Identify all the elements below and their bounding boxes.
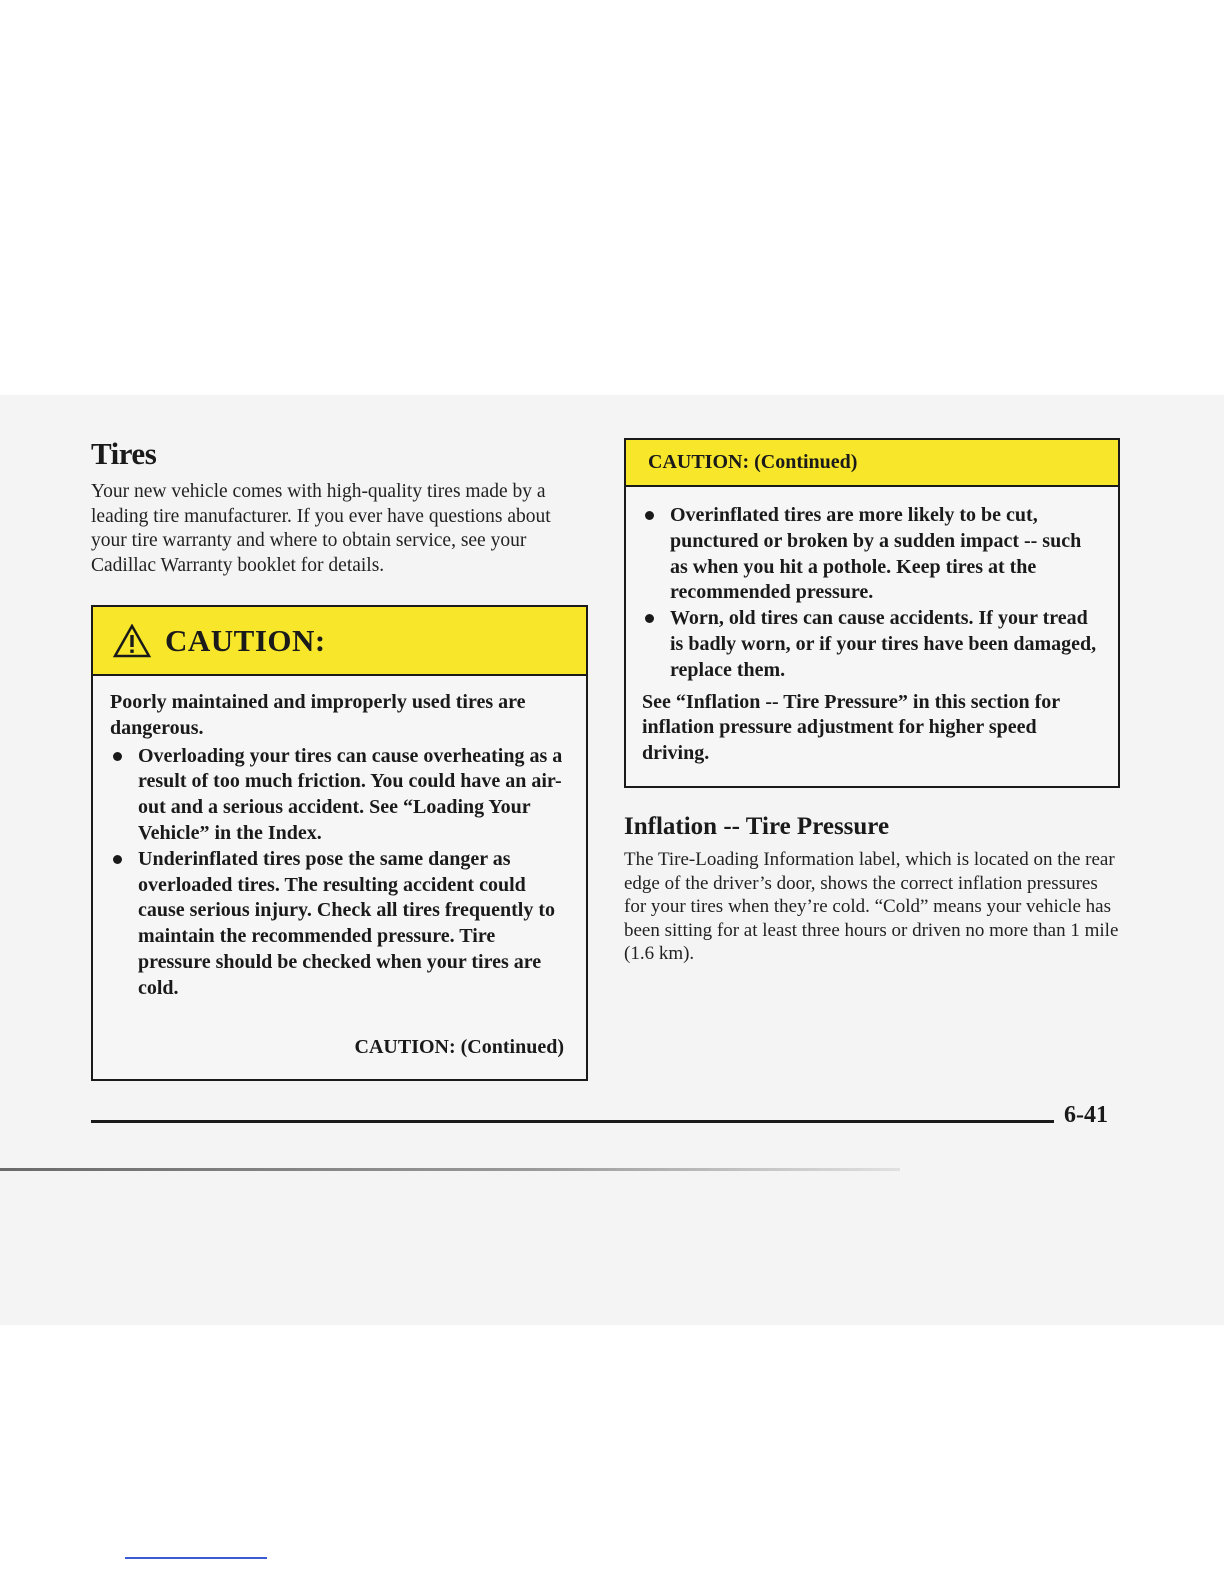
list-item xyxy=(110,744,570,847)
inflation-body: The Tire-Loading Information label, which is located on the rear edge of the driver’s door, shows the correct inflation pressures for your tires when they’re cold. “Cold” means your vehicle has been sitting for at least three hours or driven no more than 1 mile (1.6 km). xyxy=(624,849,1119,964)
caution-body xyxy=(93,676,586,1002)
caution-continued-body xyxy=(626,487,1118,767)
caution-continued-header xyxy=(626,440,1118,487)
bullet-icon xyxy=(645,614,654,623)
footer-divider xyxy=(91,1120,1054,1123)
caution-continued-heading: CAUTION: (Continued) xyxy=(648,451,858,473)
list-item xyxy=(110,847,570,1002)
inflation-title: Inflation -- Tire Pressure xyxy=(624,813,890,840)
bullet-text: Overloading your tires can cause overheating as a result of too much friction. You could have an air-out and a serious accident. See “Loading Your Vehicle” in the Index. xyxy=(138,744,563,844)
caution-continued-note: CAUTION: (Continued) xyxy=(354,1036,564,1058)
left-column xyxy=(91,436,588,1081)
tires-intro: Your new vehicle comes with high-quality tires made by a leading tire manufacturer. If you ever have questions about your tire warranty and where to obtain service, see your Cadillac Warranty booklet for details. xyxy=(91,481,551,576)
caution-header xyxy=(93,607,586,676)
list-item xyxy=(642,503,1102,606)
page-number: 6-41 xyxy=(1064,1102,1108,1128)
warning-triangle-icon xyxy=(113,624,151,658)
caution-continued-bullet-list xyxy=(642,503,1102,684)
bullet-icon xyxy=(113,752,122,761)
caution-intro: Poorly maintained and improperly used tires are dangerous. xyxy=(110,691,526,739)
bullet-icon xyxy=(645,511,654,520)
bullet-icon xyxy=(113,855,122,864)
blue-underline-artifact xyxy=(125,1557,267,1559)
scan-artifact-line xyxy=(0,1168,900,1171)
bullet-text: Worn, old tires can cause accidents. If your tread is badly worn, or if your tires have been damaged, replace them. xyxy=(670,607,1097,681)
caution-continued-footer: See “Inflation -- Tire Pressure” in this section for inflation pressure adjustment for higher speed driving. xyxy=(642,690,1060,765)
caution-box xyxy=(91,605,588,1081)
caution-continued-box xyxy=(624,438,1120,788)
bullet-text: Overinflated tires are more likely to be cut, punctured or broken by a sudden impact -- such as when you hit a pothole. Keep tires at the recommended pressure. xyxy=(670,504,1082,604)
list-item xyxy=(642,606,1102,683)
caution-bullet-list xyxy=(110,744,570,1002)
tires-title: Tires xyxy=(91,436,157,471)
bullet-text: Underinflated tires pose the same danger as overloaded tires. The resulting accident could cause serious injury. Check all tires frequently to maintain the recommended pressure. Tire pressure should be checked when your tires are cold. xyxy=(138,847,556,999)
caution-heading: CAUTION: xyxy=(165,622,326,658)
right-column xyxy=(624,438,1120,966)
